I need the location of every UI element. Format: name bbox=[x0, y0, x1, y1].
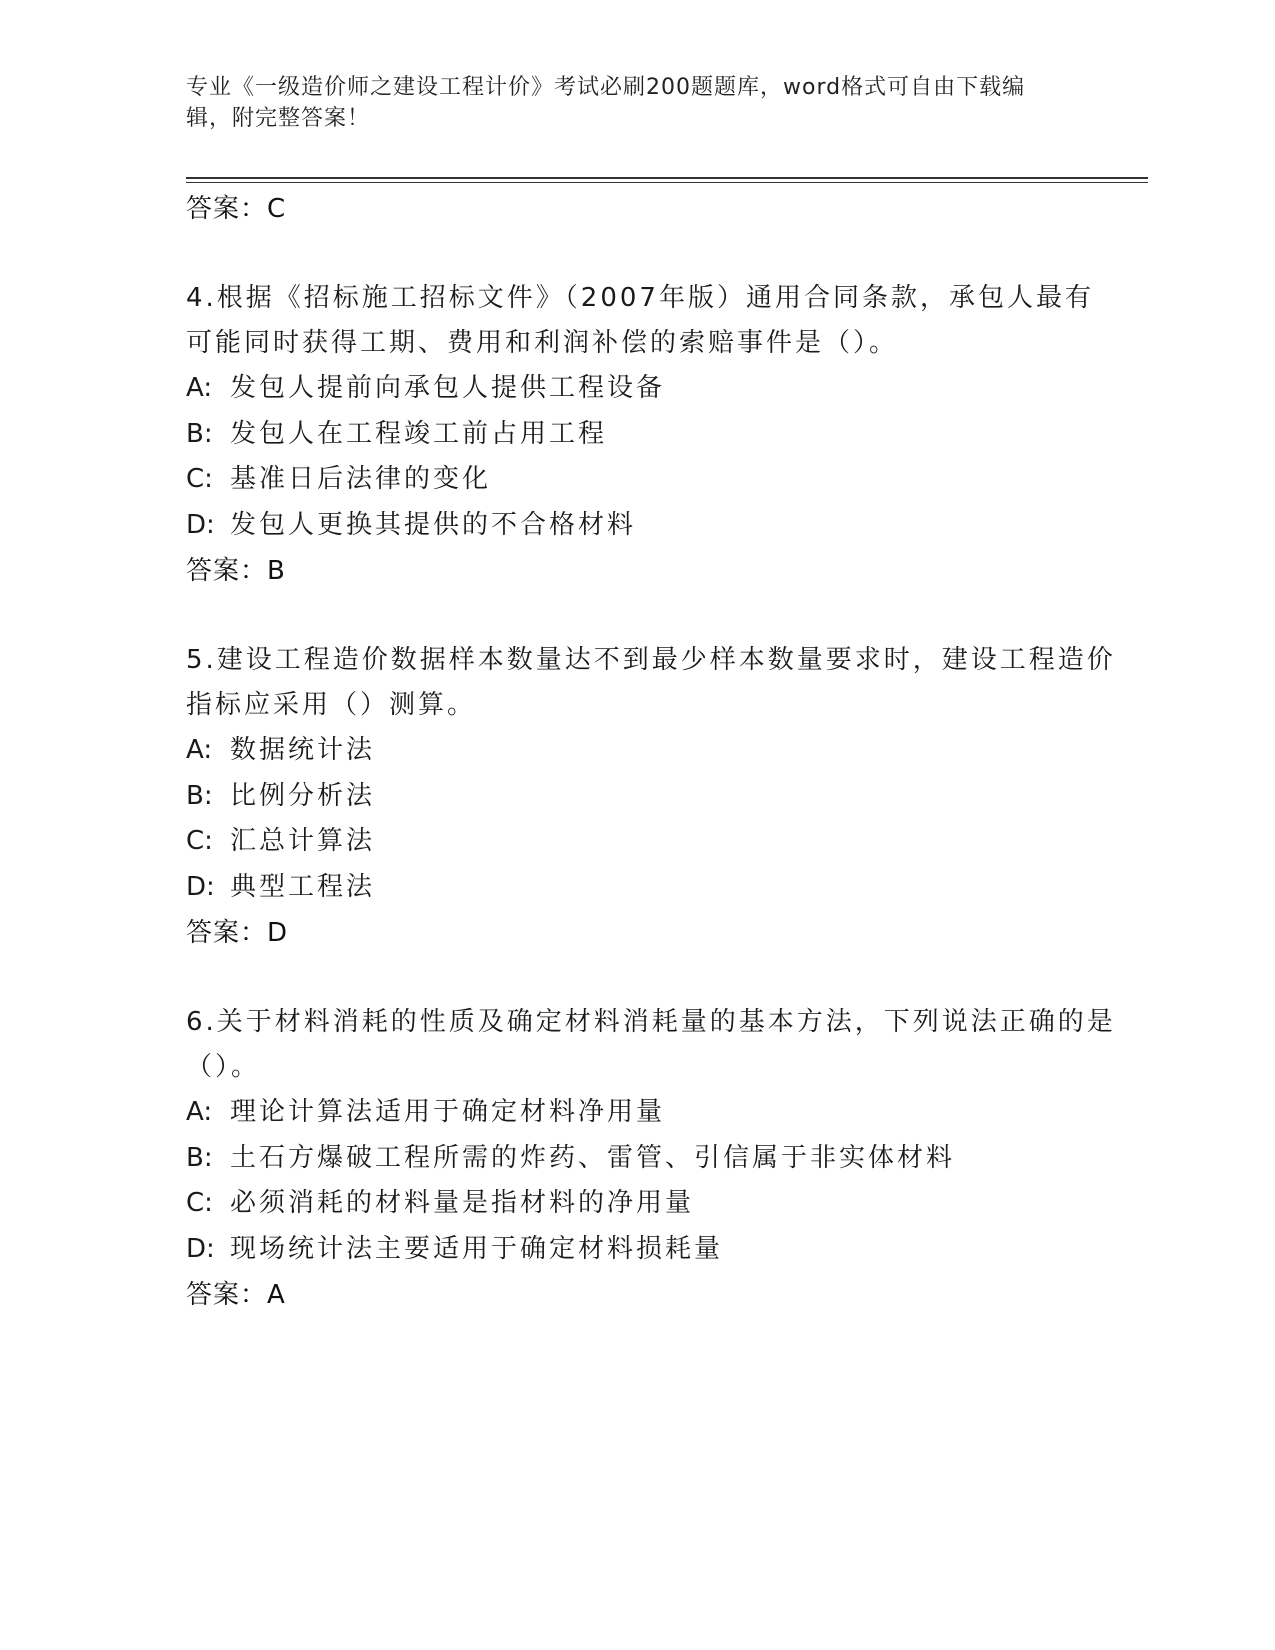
answer-line: 答案：D bbox=[186, 918, 289, 948]
question-stem: 4.根据《招标施工招标文件》（2007年版）通用合同条款，承包人最有可能同时获得工期、费用和利润补偿的索赔事件是（）。 bbox=[186, 283, 1094, 358]
option-text: 比例分析法 bbox=[230, 780, 376, 811]
option-text: 汇总计算法 bbox=[230, 826, 376, 856]
option-text: 现场统计法主要适用于确定材料损耗量 bbox=[230, 1233, 724, 1264]
option-key: B: bbox=[186, 418, 213, 449]
header-divider-thick bbox=[186, 177, 1148, 179]
option-key: B: bbox=[186, 780, 213, 811]
option-c bbox=[186, 819, 1116, 865]
option-key: D: bbox=[186, 1233, 215, 1264]
option-text: 发包人在工程竣工前占用工程 bbox=[230, 418, 608, 449]
option-key: D: bbox=[186, 509, 215, 540]
option-a bbox=[186, 728, 1116, 774]
option-key: C: bbox=[186, 464, 213, 494]
option-key: A: bbox=[186, 373, 213, 403]
question-block-4 bbox=[186, 276, 1116, 594]
option-a bbox=[186, 1090, 1116, 1136]
option-a bbox=[186, 366, 1116, 412]
option-text: 典型工程法 bbox=[230, 871, 376, 902]
option-text: 理论计算法适用于确定材料净用量 bbox=[230, 1097, 666, 1127]
option-key: A: bbox=[186, 1097, 213, 1127]
question-block-6 bbox=[186, 1000, 1116, 1318]
option-text: 土石方爆破工程所需的炸药、雷管、引信属于非实体材料 bbox=[230, 1142, 956, 1173]
header-divider-thin bbox=[186, 182, 1148, 183]
option-key: B: bbox=[186, 1142, 213, 1173]
option-text: 数据统计法 bbox=[230, 735, 376, 765]
option-b bbox=[186, 412, 1116, 458]
answer-line: 答案：A bbox=[186, 1280, 286, 1310]
question-block-5 bbox=[186, 638, 1116, 956]
option-key: A: bbox=[186, 735, 213, 765]
option-text: 发包人更换其提供的不合格材料 bbox=[230, 509, 637, 540]
option-c bbox=[186, 457, 1116, 503]
question-list bbox=[186, 186, 1116, 1318]
question-stem: 6.关于材料消耗的性质及确定材料消耗量的基本方法，下列说法正确的是（）。 bbox=[186, 1007, 1116, 1082]
option-key: C: bbox=[186, 1188, 213, 1218]
answer-line: 答案：B bbox=[186, 556, 286, 586]
answer-line: 答案：C bbox=[186, 194, 287, 224]
option-text: 发包人提前向承包人提供工程设备 bbox=[230, 373, 666, 403]
option-d bbox=[186, 865, 1116, 911]
option-key: C: bbox=[186, 826, 213, 856]
option-b bbox=[186, 1136, 1116, 1182]
option-text: 基准日后法律的变化 bbox=[230, 464, 492, 494]
option-d bbox=[186, 503, 1116, 549]
page-header: 专业《一级造价师之建设工程计价》考试必刷200题题库，word格式可自由下载编辑，附完整答案！ bbox=[186, 75, 1026, 131]
question-stem: 5.建设工程造价数据样本数量达不到最少样本数量要求时，建设工程造价指标应采用（）测算。 bbox=[186, 645, 1116, 720]
option-c bbox=[186, 1181, 1116, 1227]
option-b bbox=[186, 774, 1116, 820]
option-d bbox=[186, 1227, 1116, 1273]
option-key: D: bbox=[186, 871, 215, 902]
option-text: 必须消耗的材料量是指材料的净用量 bbox=[230, 1188, 695, 1218]
